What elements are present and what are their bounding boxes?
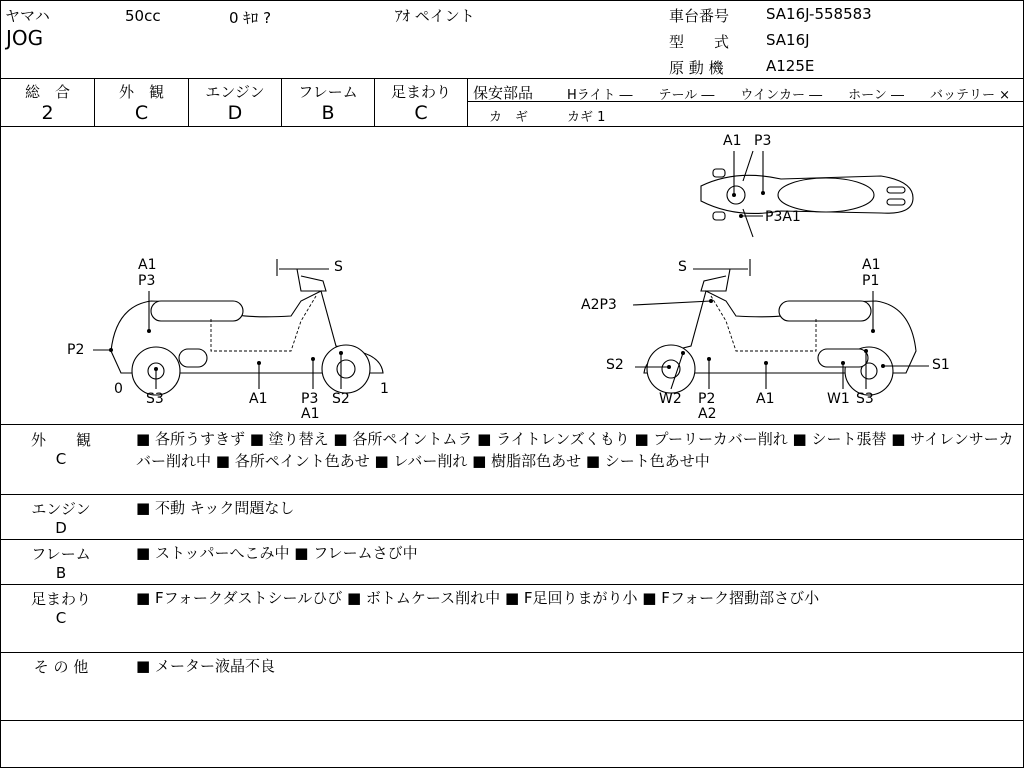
label-left-a1: A1 [138,257,157,273]
section-exterior-label: 外 観 [30,431,91,449]
label-left-0: 0 [114,381,123,397]
label-top-p3: P3 [754,133,772,149]
grade-exterior-label: 外 観 [118,83,164,101]
section-engine-grade: D [55,519,67,537]
safety-items: Hライト ― テール ― ウインカー ― ホーン ― バッテリー × [567,88,1011,103]
grade-frame-label: フレーム [298,83,358,101]
engine-label: 原 動 機 [669,59,724,77]
section-engine-text: ■ 不動 キック問題なし [136,499,295,517]
label-left-s: S [334,259,343,275]
grade-exterior-value: C [134,102,149,124]
label-right-s2: S2 [606,357,624,373]
label-right-p2: P2 [698,391,716,407]
safety-title: 保安部品 [473,84,534,102]
damage-diagram [1,127,1023,424]
label-right-a1-bottom: A1 [756,391,775,407]
section-suspension-text: ■ Fフォークダストシールひび ■ ボトムケース削れ中 ■ F足回りまがり小 ■ Fフォーク摺動部さび小 [136,589,820,607]
section-frame-text: ■ ストッパーへこみ中 ■ フレームさび中 [136,544,418,562]
engine-value: A125E [766,57,815,75]
label-right-w1: W1 [827,391,850,407]
label-right-a2: A2 [698,406,717,422]
frame-no: SA16J-558583 [766,5,872,23]
section-frame-grade: B [55,564,67,582]
grade-overall-value: 2 [41,102,54,124]
label-top-a1: A1 [723,133,742,149]
color: ｱｵ ペイント [395,7,475,25]
section-suspension-label: 足まわり [30,590,91,608]
label-right-s1: S1 [932,357,950,373]
label-right-p1: P1 [862,273,880,289]
label-left-s3: S3 [146,391,164,407]
section-engine-label: エンジン [31,500,91,518]
model-name: JOG [6,26,44,50]
label-left-s2: S2 [332,391,350,407]
frame-no-label: 車台番号 [669,7,730,25]
key-value: カギ 1 [567,110,606,125]
scooter-top-view [701,151,913,237]
label-left-a1-bottom: A1 [249,391,268,407]
section-other-text: ■ メーター液晶不良 [136,657,275,675]
grade-frame-value: B [321,102,335,124]
label-left-p3-bottom: P3 [301,391,319,407]
label-left-1: 1 [380,381,389,397]
scooter-left-view [93,259,383,395]
grade-suspension-label: 足まわり [390,83,451,101]
label-right-a1: A1 [862,257,881,273]
section-exterior-grade: C [55,450,67,468]
type-value: SA16J [766,31,810,49]
label-right-a2p3: A2P3 [581,297,617,313]
label-right-s: S [678,259,687,275]
grade-overall-label: 総 合 [24,83,70,101]
displacement: 50cc [125,7,161,25]
label-left-p2: P2 [67,342,85,358]
grade-engine-value: D [227,102,243,124]
type-label: 型 式 [669,33,730,51]
label-top-p3a1: P3A1 [765,209,801,225]
section-suspension-grade: C [55,609,67,627]
section-exterior-text: ■ 各所うすきず ■ 塗り替え ■ 各所ペイントムラ ■ ライトレンズくもり ■ プーリーカバー削れ ■ シート張替 ■ サイレンサーカバー削れ中 ■ 各所ペイント色あせ ■ レバー削れ ■ 樹脂部色あせ ■ シート色あせ中 [136,430,1014,470]
section-frame-label: フレーム [31,545,91,563]
label-right-s3: S3 [856,391,874,407]
grade-engine-label: エンジン [205,83,265,101]
maker: ヤマハ [5,7,50,25]
scooter-right-view [633,259,929,395]
label-right-w2: W2 [659,391,682,407]
key-label: カ ギ [489,110,529,125]
label-left-a1-bottom2: A1 [301,406,320,422]
label-left-p3: P3 [138,273,156,289]
section-other-label: そ の 他 [33,658,89,676]
grade-suspension-value: C [414,102,428,124]
mileage: 0 ｷﾛ ? [229,9,272,27]
